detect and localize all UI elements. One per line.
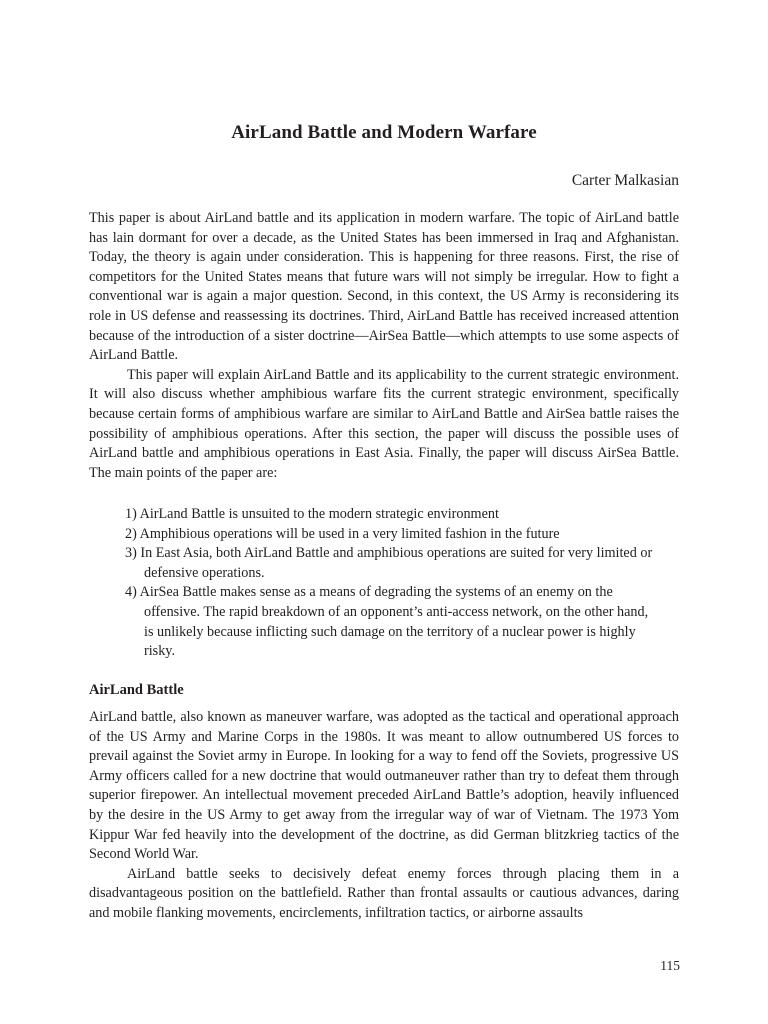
intro-section — [89, 209, 679, 483]
intro-paragraph-1: This paper is about AirLand battle and its application in modern warfare. The topic of AirLand battle has lain dormant for over a decade, as the United States has been immersed in Iraq and Afghanistan. Today, the theory is again under consideration. This is happening for three reasons. First, the rise of competitors for the United States means that future wars will not simply be irregular. How to fight a conventional war is again a major question. Second, in this context, the US Army is reconsidering its role in US defense and reassessing its doctrines. Third, AirLand Battle has received increased attention because of the introduction of a sister doctrine—AirSea Battle—which attempts to use some aspects of AirLand Battle. — [89, 210, 679, 364]
list-item: 4) AirSea Battle makes sense as a means of degrading the systems of an enemy on the offensive. The rapid breakdown of an opponent’s anti-access network, on the other hand, is unlikely because inflicting such damage on the territory of a nuclear power is highly risky. — [125, 584, 649, 660]
intro-paragraph-2: This paper will explain AirLand Battle and its applicability to the current strategic environment. It will also discuss whether amphibious warfare fits the current strategic environment, specifically because certain forms of amphibious warfare are similar to AirLand Battle and AirSea battle raises the possibility of amphibious operations. After this section, the paper will discuss the possible uses of AirLand battle and amphibious operations in East Asia. Finally, the paper will discuss AirSea Battle. The main points of the paper are: — [89, 366, 679, 481]
paper-title: AirLand Battle and Modern Warfare — [231, 122, 537, 143]
section-paragraph-2: AirLand battle seeks to decisively defeat enemy forces through placing them in a disadvantageous position on the battlefield. Rather than frontal assaults or cautious advances, daring and mobile flanking movements, encirclements, infiltration tactics, or airborne assaults — [89, 865, 679, 921]
main-points-list — [125, 505, 655, 662]
list-item: 1) AirLand Battle is unsuited to the modern strategic environment — [125, 506, 499, 522]
section-paragraph-1: AirLand battle, also known as maneuver warfare, was adopted as the tactical and operational approach of the US Army and Marine Corps in the 1980s. It was meant to allow outnumbered US forces to prevail against the Soviet army in Europe. In looking for a way to fend off the Soviets, progressive US Army officers called for a new doctrine that would outmaneuver rather than try to defeat them through superior firepower. An intellectual movement preceded AirLand Battle’s adoption, heavily influenced by the desire in the US Army to get away from the irregular way of war of Vietnam. The 1973 Yom Kippur War fed heavily into the development of the doctrine, as did German blitzkrieg tactics of the Second World War. — [89, 709, 679, 863]
section-body — [89, 708, 679, 924]
author-name: Carter Malkasian — [571, 172, 679, 189]
list-item: 2) Amphibious operations will be used in a very limited fashion in the future — [125, 525, 560, 542]
list-item: 3) In East Asia, both AirLand Battle and amphibious operations are suited for very limited or defensive operations. — [125, 545, 653, 581]
section-heading: AirLand Battle — [89, 682, 184, 698]
page-number: 115 — [660, 958, 680, 973]
